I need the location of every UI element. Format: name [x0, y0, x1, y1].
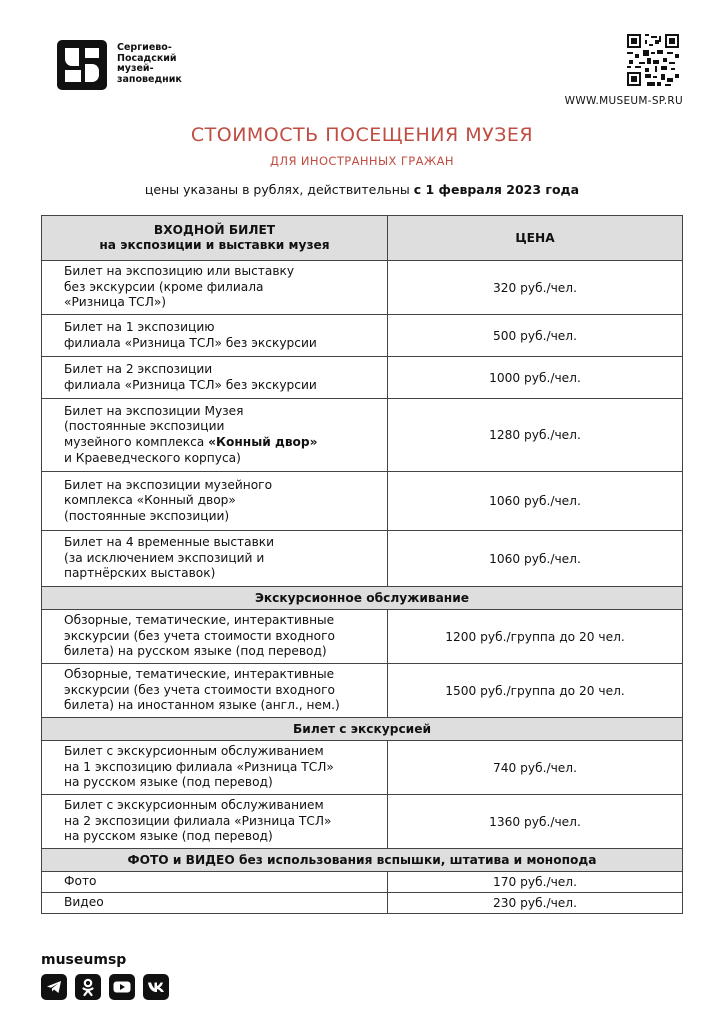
section-excursion: Экскурсионное обслуживание	[42, 587, 683, 610]
section-header	[42, 587, 683, 610]
row-price: 740 руб./чел.	[388, 741, 683, 795]
row-description: Фото	[42, 872, 388, 893]
row-description: Билет на экспозиции Музея (постоянные экспозиции музейного комплекса «Конный двор» и Краеведческого корпуса)	[42, 399, 388, 472]
row-price: 1360 руб./чел.	[388, 795, 683, 849]
header-price: ЦЕНА	[388, 216, 683, 261]
row-price: 320 руб./чел.	[388, 261, 683, 315]
vk-icon[interactable]	[143, 974, 169, 1000]
row-price: 1060 руб./чел.	[388, 531, 683, 587]
telegram-icon[interactable]	[41, 974, 67, 1000]
row-description: Билет на 4 временные выставки (за исключением экспозиций и партнёрских выставок)	[42, 531, 388, 587]
section-ticket-excursion: Билет с экскурсией	[42, 718, 683, 741]
youtube-icon[interactable]	[109, 974, 135, 1000]
row-price: 500 руб./чел.	[388, 315, 683, 357]
table-row	[42, 531, 683, 587]
header-ticket	[42, 216, 388, 261]
price-note	[0, 182, 724, 197]
row-price: 230 руб./чел.	[388, 893, 683, 914]
page-title: СТОИМОСТЬ ПОСЕЩЕНИЯ МУЗЕЯ	[190, 124, 534, 146]
section-header	[42, 849, 683, 872]
header-ticket-title: ВХОДНОЙ БИЛЕТ	[153, 223, 276, 237]
header-ticket-subtitle: на экспозиции и выставки музея	[99, 238, 330, 252]
table-row	[42, 664, 683, 718]
row-description: Билет с экскурсионным обслуживанием на 2 экспозиции филиала «Ризница ТСЛ» на русском языке (под перевод)	[42, 795, 388, 849]
row-description: Видео	[42, 893, 388, 914]
note-prefix: цены указаны в рублях, действительны	[144, 182, 414, 197]
table-header	[42, 216, 683, 261]
table-row	[42, 357, 683, 399]
table-row	[42, 872, 683, 893]
qr-code-icon	[627, 34, 679, 86]
row-description: Билет с экскурсионным обслуживанием на 1 экспозицию филиала «Ризница ТСЛ» на русском языке (под перевод)	[42, 741, 388, 795]
table-row	[42, 399, 683, 472]
table-row	[42, 610, 683, 664]
logo-text: Сергиево- Посадский музей- заповедник	[117, 42, 182, 85]
row-description: Билет на 2 экспозиции филиала «Ризница ТСЛ» без экскурсии	[42, 357, 388, 399]
row-description: Билет на экспозиции музейного комплекса «Конный двор» (постоянные экспозиции)	[42, 472, 388, 531]
row-price: 1500 руб./группа до 20 чел.	[388, 664, 683, 718]
row-price: 170 руб./чел.	[388, 872, 683, 893]
section-header	[42, 718, 683, 741]
website-url[interactable]: WWW.MUSEUM-SP.RU	[564, 95, 683, 107]
logo-mark-icon	[57, 40, 107, 90]
social-handle: museumsp	[41, 952, 127, 968]
museum-logo	[57, 40, 207, 90]
table-row	[42, 261, 683, 315]
table-row	[42, 315, 683, 357]
row-price: 1280 руб./чел.	[388, 399, 683, 472]
section-photo-video: ФОТО и ВИДЕО без использования вспышки, штатива и монопода	[42, 849, 683, 872]
row-price: 1060 руб./чел.	[388, 472, 683, 531]
row-price: 1200 руб./группа до 20 чел.	[388, 610, 683, 664]
table-row	[42, 472, 683, 531]
row-price: 1000 руб./чел.	[388, 357, 683, 399]
page-subtitle: ДЛЯ ИНОСТРАННЫХ ГРАЖАН	[270, 154, 454, 168]
odnoklassniki-icon[interactable]	[75, 974, 101, 1000]
price-table	[41, 215, 683, 914]
row-description: Билет на 1 экспозицию филиала «Ризница ТСЛ» без экскурсии	[42, 315, 388, 357]
note-date: с 1 февраля 2023 года	[413, 182, 580, 197]
table-row	[42, 741, 683, 795]
row-description: Обзорные, тематические, интерактивные экскурсии (без учета стоимости входного билета) на иностанном языке (англ., нем.)	[42, 664, 388, 718]
table-row	[42, 893, 683, 914]
row-description: Билет на экспозицию или выставку без экскурсии (кроме филиала «Ризница ТСЛ»)	[42, 261, 388, 315]
table-row	[42, 795, 683, 849]
row-description: Обзорные, тематические, интерактивные экскурсии (без учета стоимости входного билета) на русском языке (под перевод)	[42, 610, 388, 664]
